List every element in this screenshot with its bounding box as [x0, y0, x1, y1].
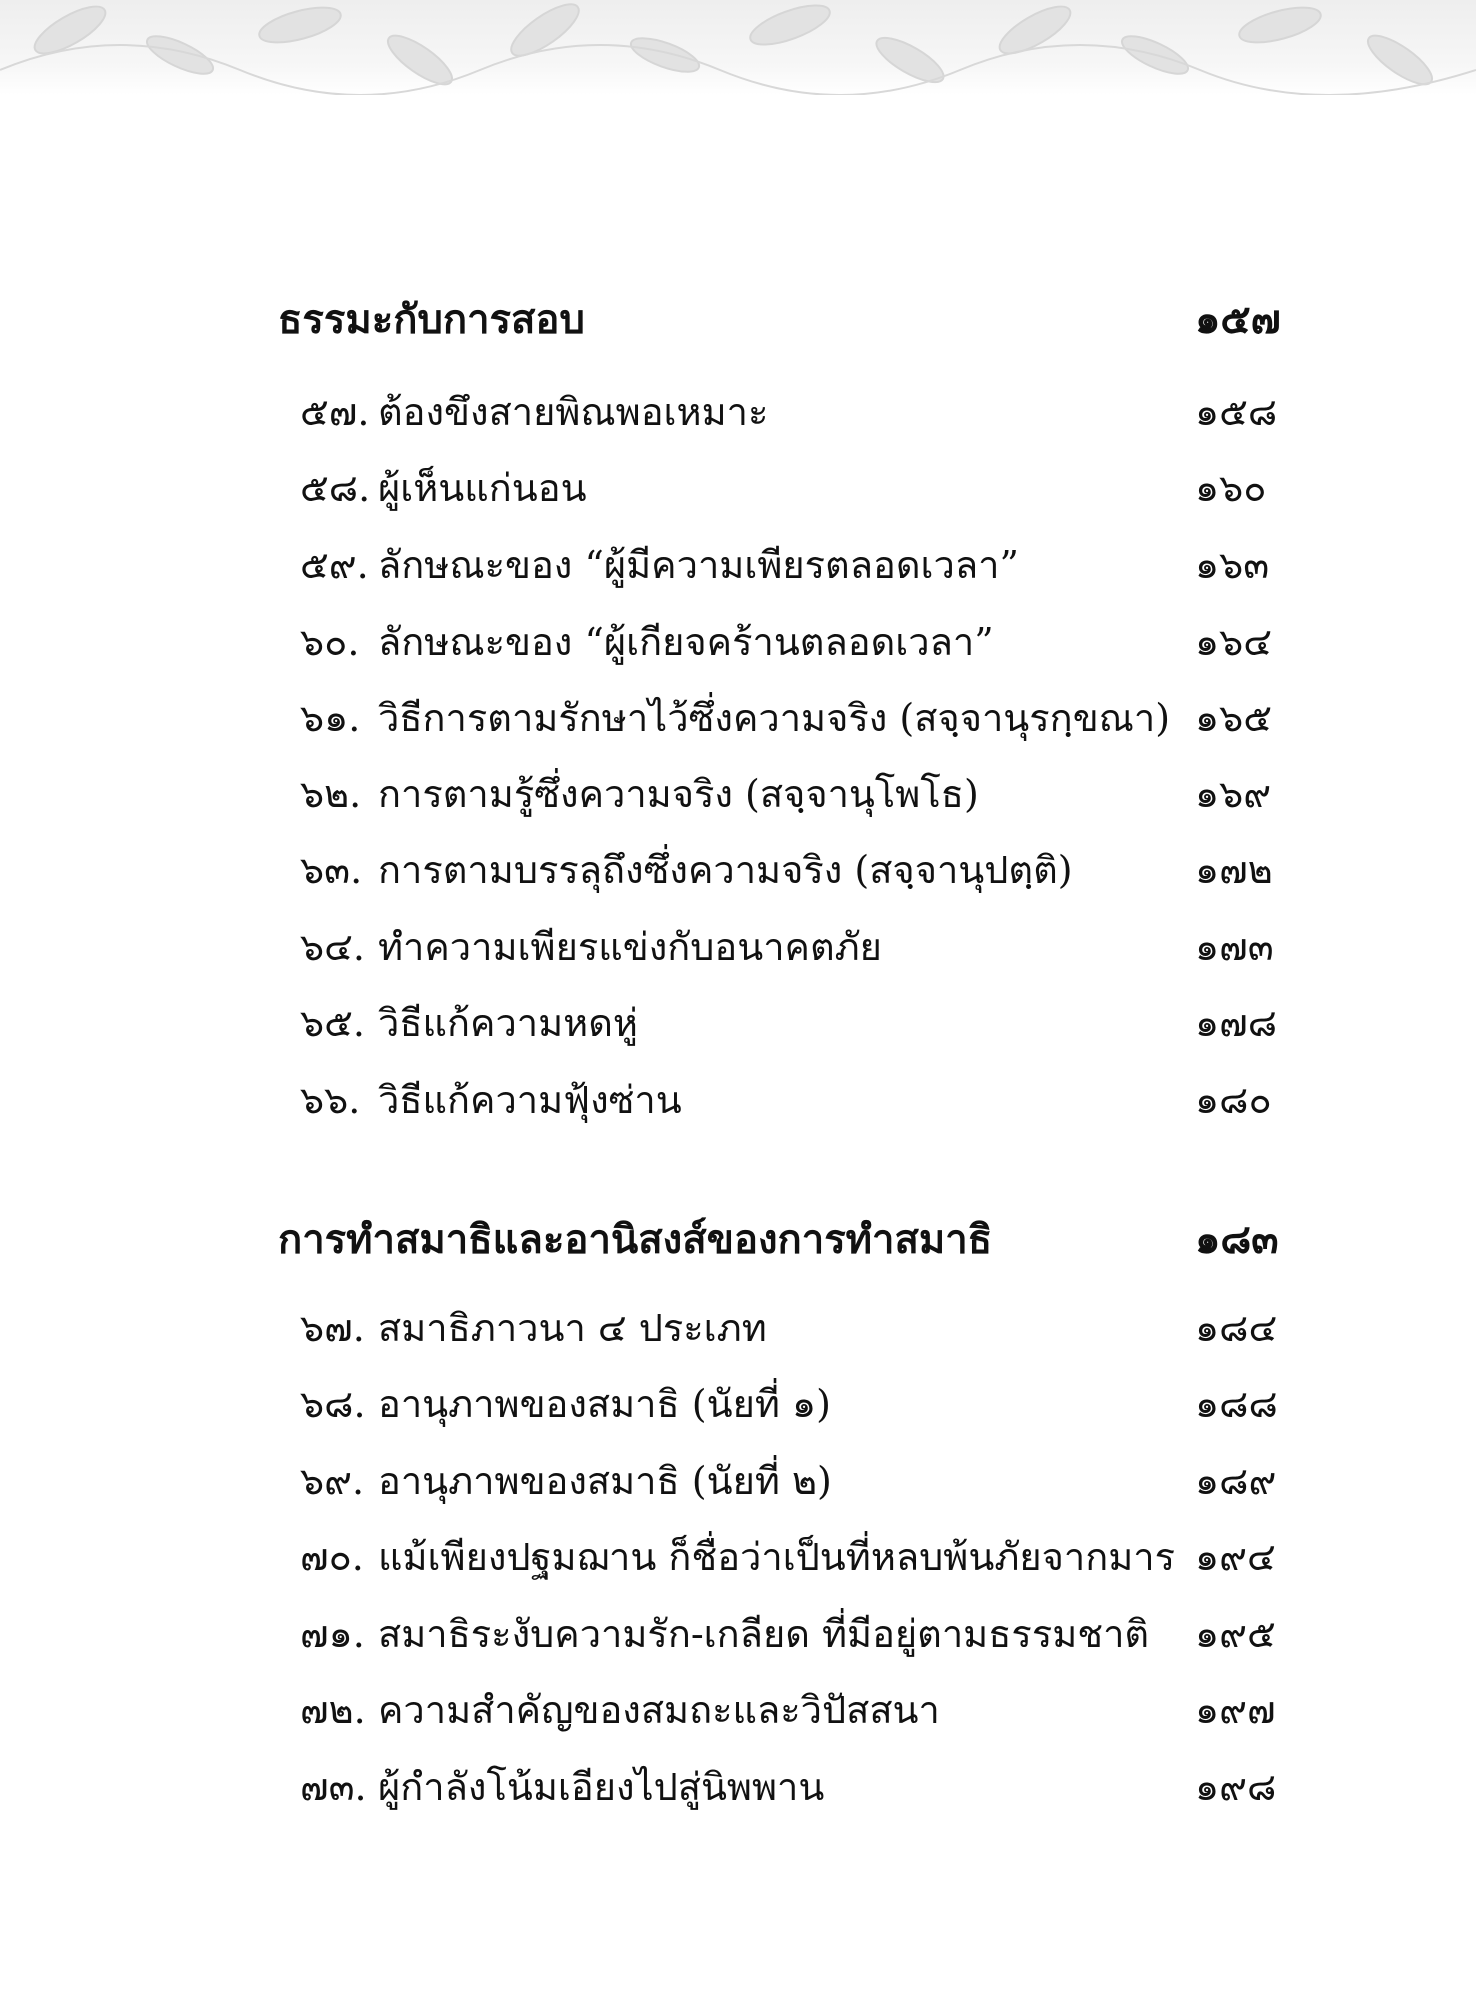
toc-entry — [0, 535, 1476, 595]
entry-title: สมาธิภาวนา ๔ ประเภท — [378, 1306, 767, 1350]
toc-entry — [0, 840, 1476, 900]
entry-page-number: ๑๘๐ — [1195, 1078, 1272, 1122]
entry-page-number: ๑๖๔ — [1195, 620, 1273, 664]
entry-number: ๕๘. — [300, 466, 371, 510]
entry-page-number: ๑๙๕ — [1195, 1612, 1276, 1656]
toc-entry — [0, 1451, 1476, 1511]
entry-title: วิธีแก้ความหดหู่ — [378, 1001, 638, 1045]
toc-entry — [0, 612, 1476, 672]
entry-number: ๖๘. — [300, 1382, 366, 1426]
entry-number: ๗๑. — [300, 1612, 365, 1656]
entry-number: ๖๕. — [300, 1001, 365, 1045]
toc-entry — [0, 1527, 1476, 1587]
entry-number: ๕๗. — [300, 390, 370, 434]
entry-page-number: ๑๕๘ — [1195, 390, 1278, 434]
entry-title: การตามรู้ซึ่งความจริง (สจฺจานุโพโธ) — [378, 772, 979, 816]
entry-page-number: ๑๗๒ — [1195, 848, 1273, 892]
entry-title: ลักษณะของ “ผู้เกียจคร้านตลอดเวลา” — [378, 620, 994, 664]
section-page-number: ๑๘๓ — [1195, 1216, 1279, 1263]
section-title: ธรรมะกับการสอบ — [278, 296, 585, 343]
toc-entry — [0, 688, 1476, 748]
entry-number: ๖๗. — [300, 1306, 365, 1350]
entry-title: ความสำคัญของสมถะและวิปัสสนา — [378, 1688, 940, 1732]
toc-entry — [0, 382, 1476, 442]
entry-page-number: ๑๗๓ — [1195, 925, 1274, 969]
entry-page-number: ๑๖๓ — [1195, 543, 1270, 587]
section-page-number: ๑๕๗ — [1195, 296, 1281, 343]
entry-page-number: ๑๙๘ — [1195, 1765, 1277, 1809]
entry-number: ๕๙. — [300, 543, 369, 587]
toc-entry — [0, 1374, 1476, 1434]
entry-page-number: ๑๖๕ — [1195, 696, 1273, 740]
section-title: การทำสมาธิและอานิสงส์ของการทำสมาธิ — [278, 1216, 993, 1263]
entry-page-number: ๑๗๘ — [1195, 1001, 1278, 1045]
entry-title: ผู้กำลังโน้มเอียงไปสู่นิพพาน — [378, 1765, 825, 1809]
entry-title: วิธีแก้ความฟุ้งซ่าน — [378, 1078, 682, 1122]
entry-number: ๖๑. — [300, 696, 361, 740]
entry-page-number: ๑๖๙ — [1195, 772, 1272, 816]
entry-number: ๖๔. — [300, 925, 365, 969]
entry-number: ๗๒. — [300, 1688, 366, 1732]
entry-number: ๗๓. — [300, 1765, 367, 1809]
entry-title: สมาธิระงับความรัก-เกลียด ที่มีอยู่ตามธรรมชาติ — [378, 1612, 1150, 1656]
toc-entry — [0, 764, 1476, 824]
entry-title: การตามบรรลุถึงซึ่งความจริง (สจฺจานุปตฺติ) — [378, 848, 1073, 892]
toc-entry — [0, 917, 1476, 977]
entry-page-number: ๑๙๗ — [1195, 1688, 1276, 1732]
toc-entry — [0, 1680, 1476, 1740]
entry-title: อานุภาพของสมาธิ (นัยที่ ๑) — [378, 1382, 831, 1426]
entry-title: ลักษณะของ “ผู้มีความเพียรตลอดเวลา” — [378, 543, 1019, 587]
entry-number: ๖๒. — [300, 772, 362, 816]
entry-page-number: ๑๙๔ — [1195, 1535, 1276, 1579]
entry-title: วิธีการตามรักษาไว้ซึ่งความจริง (สจฺจานุรกฺขณา) — [378, 696, 1171, 740]
entry-number: ๖๙. — [300, 1459, 365, 1503]
entry-page-number: ๑๘๔ — [1195, 1306, 1278, 1350]
toc-entry — [0, 1604, 1476, 1664]
entry-title: ผู้เห็นแก่นอน — [378, 466, 587, 510]
toc-entry — [0, 1070, 1476, 1130]
entry-page-number: ๑๘๙ — [1195, 1459, 1277, 1503]
entry-page-number: ๑๘๘ — [1195, 1382, 1278, 1426]
entry-title: แม้เพียงปฐมฌาน ก็ชื่อว่าเป็นที่หลบพ้นภัยจากมาร — [378, 1535, 1176, 1579]
entry-number: ๗๐. — [300, 1535, 364, 1579]
entry-number: ๖๖. — [300, 1078, 361, 1122]
toc-entry — [0, 1757, 1476, 1817]
entry-title: ต้องขึงสายพิณพอเหมาะ — [378, 390, 769, 434]
leaf-pattern-icon — [0, 0, 1476, 95]
toc-entry — [0, 993, 1476, 1053]
toc-entry — [0, 458, 1476, 518]
entry-title: อานุภาพของสมาธิ (นัยที่ ๒) — [378, 1459, 832, 1503]
entry-number: ๖๐. — [300, 620, 360, 664]
toc-entry — [0, 1298, 1476, 1358]
decorative-leaf-header — [0, 0, 1476, 95]
entry-title: ทำความเพียรแข่งกับอนาคตภัย — [378, 925, 882, 969]
entry-page-number: ๑๖๐ — [1195, 466, 1267, 510]
entry-number: ๖๓. — [300, 848, 363, 892]
